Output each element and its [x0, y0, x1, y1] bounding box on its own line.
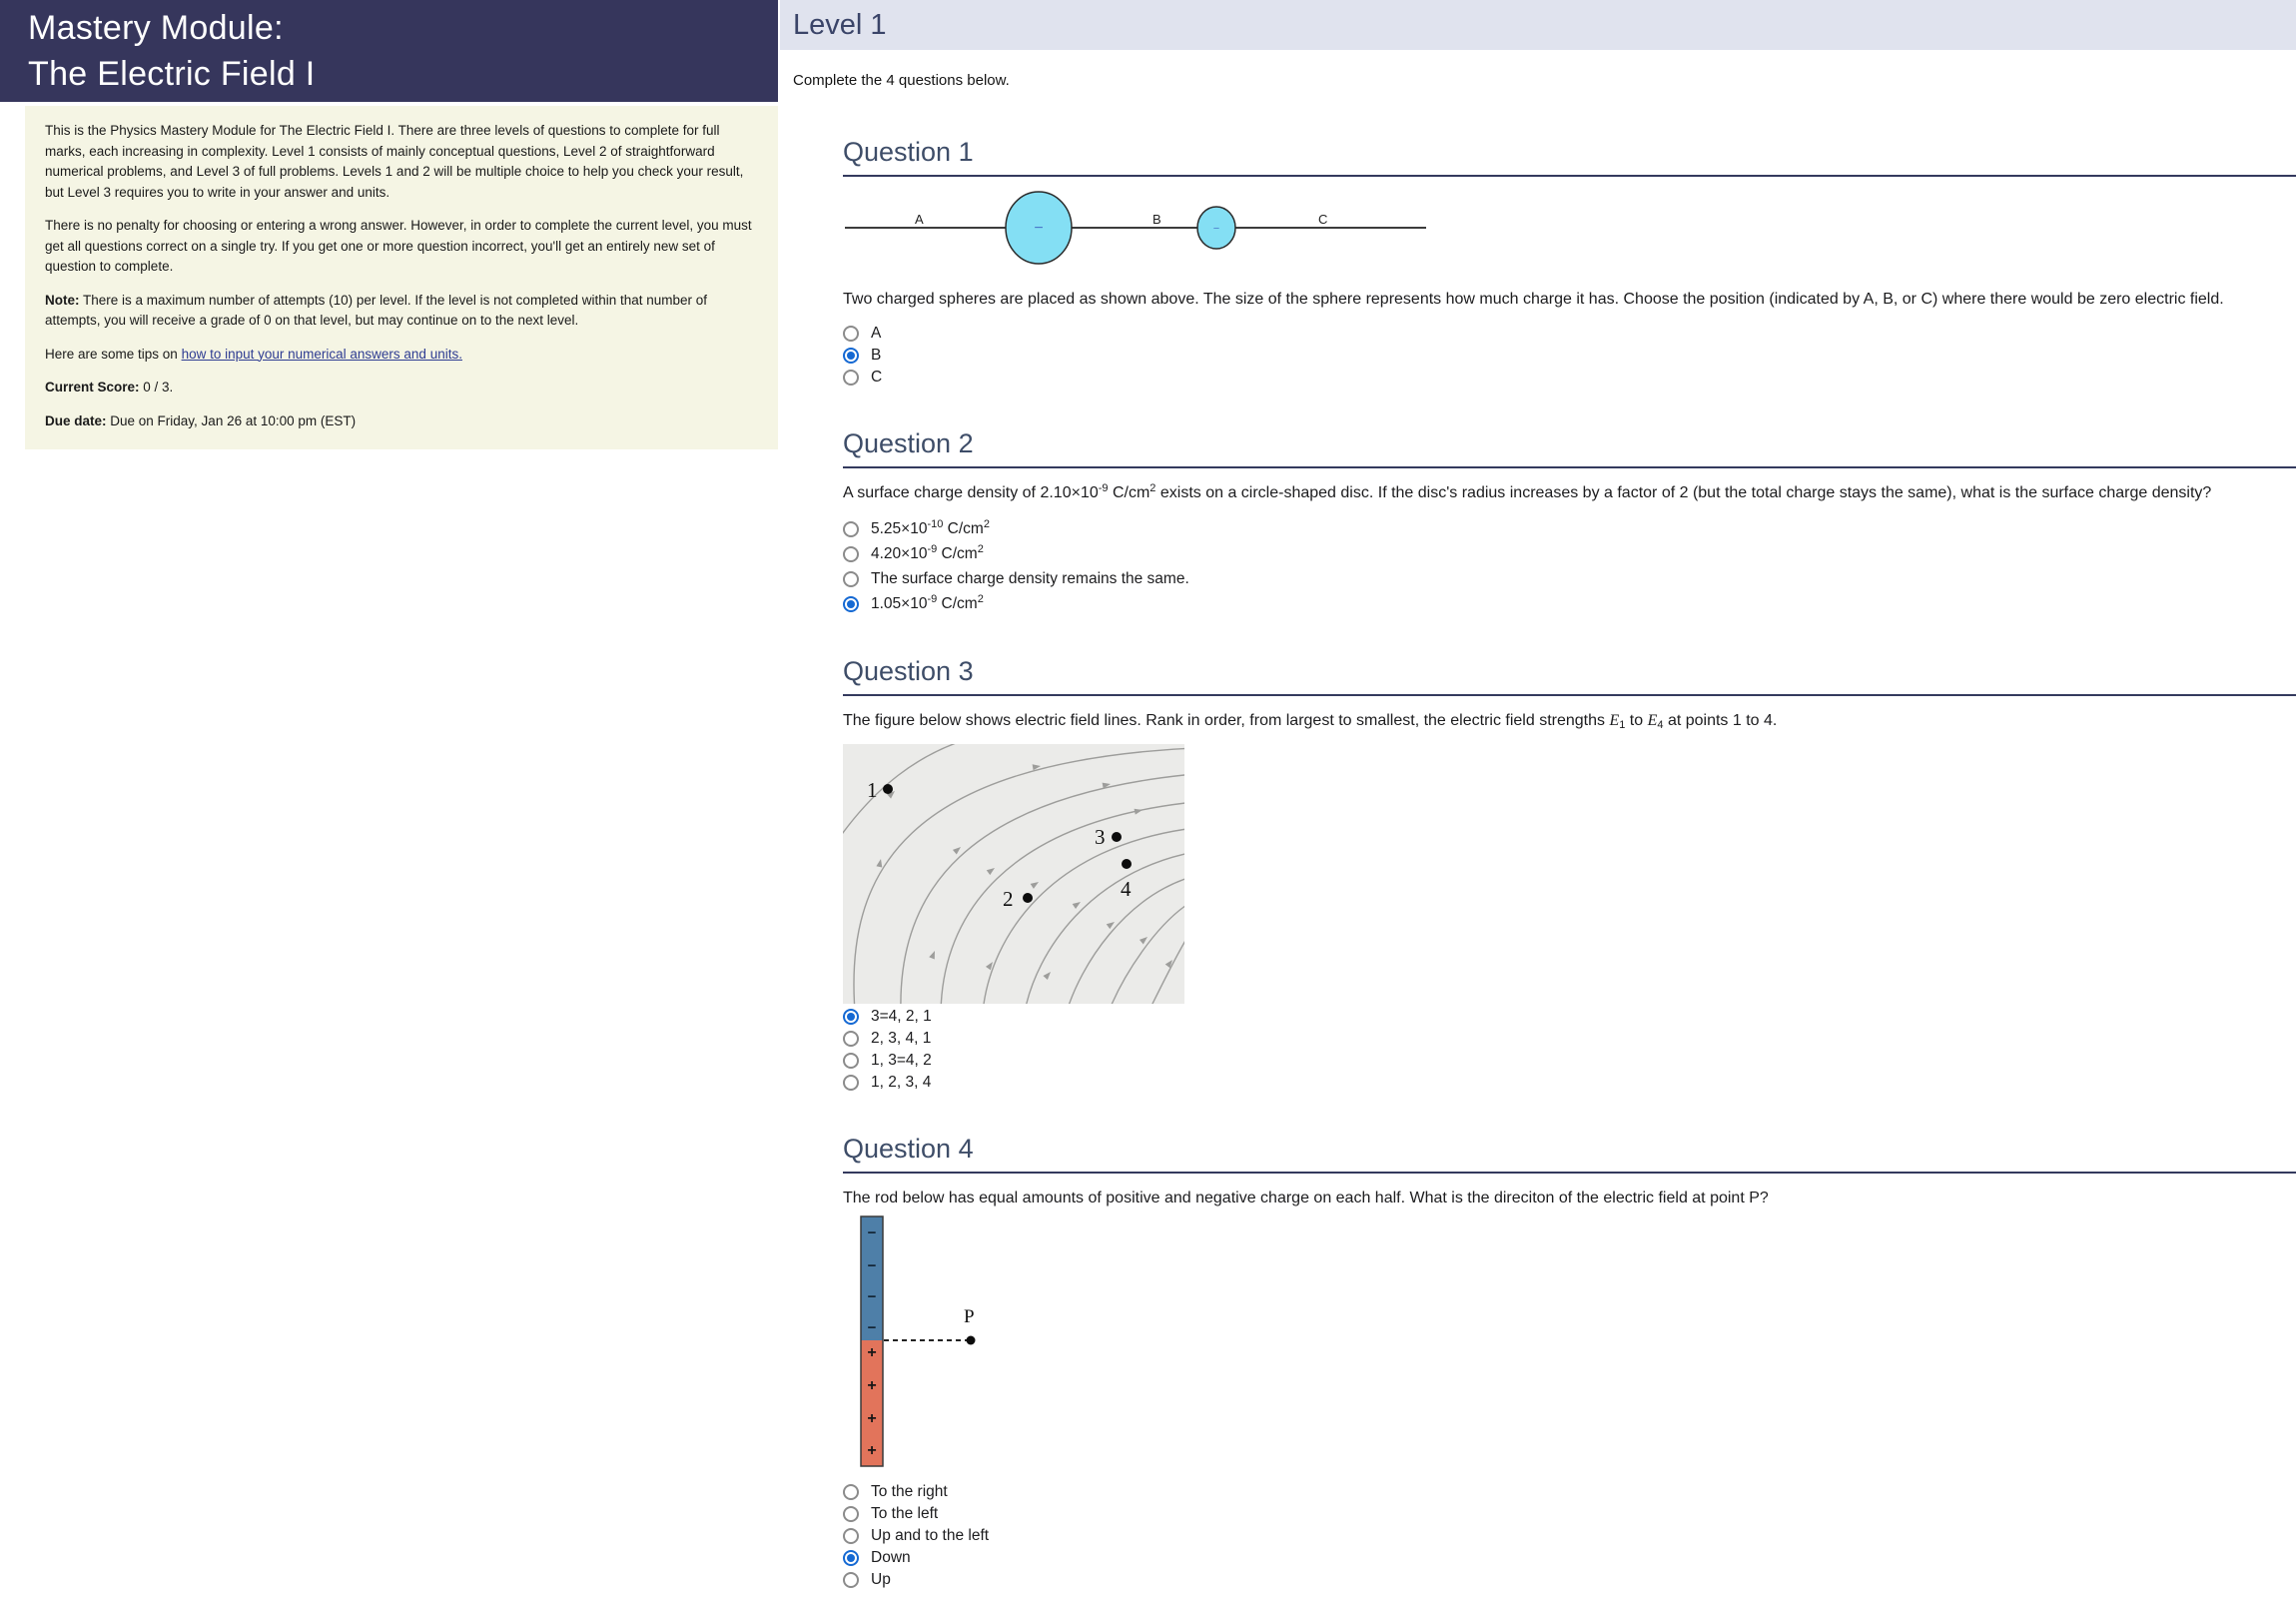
- question-1-section: [843, 137, 2296, 389]
- question-1-heading: Question 1: [843, 137, 2296, 177]
- tips-prefix: Here are some tips on: [45, 346, 182, 362]
- field-point-3-dot: [1112, 832, 1122, 842]
- option-label: C: [871, 369, 883, 386]
- level-header-bar: [780, 0, 2296, 50]
- option-label: 1, 2, 3, 4: [871, 1074, 932, 1091]
- small-sphere-minus-sign: −: [1212, 223, 1220, 235]
- option-label: 2, 3, 4, 1: [871, 1030, 932, 1047]
- q2-option-2[interactable]: [843, 541, 2296, 566]
- q3-option-3[interactable]: [843, 1050, 2296, 1072]
- rod-minus-sign: −: [867, 1224, 877, 1241]
- field-point-1-dot: [883, 784, 893, 794]
- radio-button[interactable]: [843, 1572, 859, 1588]
- score-value: 0 / 3.: [139, 380, 174, 395]
- option-label: $5.25\times 10^{-10}$ $C/cm^2$: [871, 517, 990, 537]
- main-content: [780, 0, 2296, 1591]
- point-p-label: P: [964, 1306, 975, 1327]
- rod-plus-sign: +: [867, 1344, 877, 1361]
- field-point-4-dot: [1122, 859, 1132, 869]
- q4-option-down[interactable]: [843, 1547, 2296, 1569]
- option-label: $4.20\times 10^{-9}$ $C/cm^2$: [871, 542, 984, 562]
- module-description-box: [25, 106, 778, 449]
- radio-button[interactable]: [843, 1484, 859, 1500]
- question-3-heading: Question 3: [843, 656, 2296, 696]
- due-date-row: [45, 411, 758, 432]
- radio-button[interactable]: [843, 348, 859, 364]
- field-point-2-label: 2: [1003, 887, 1014, 911]
- option-label: Up: [871, 1571, 891, 1588]
- q2-option-1[interactable]: [843, 516, 2296, 541]
- radio-button[interactable]: [843, 596, 859, 612]
- question-2-section: [843, 428, 2296, 616]
- question-3-text: The figure below shows electric field lines. Rank in order, from largest to smallest, the electric field strengths $E_1$ to $E_4$ at points 1 to 4.: [843, 712, 1778, 731]
- option-label: 3=4, 2, 1: [871, 1008, 932, 1025]
- radio-button[interactable]: [843, 1009, 859, 1025]
- point-p-dot: [967, 1336, 976, 1345]
- radio-button[interactable]: [843, 1550, 859, 1566]
- q4-option-up[interactable]: [843, 1569, 2296, 1591]
- question-3-options: [843, 1006, 2296, 1094]
- big-sphere-minus-sign: −: [1034, 220, 1044, 237]
- charged-rod-figure: [860, 1215, 1010, 1467]
- position-label-b: B: [1152, 212, 1161, 227]
- q1-option-b[interactable]: [843, 345, 2296, 367]
- rod-minus-sign: −: [867, 1257, 877, 1274]
- position-label-c: C: [1318, 212, 1328, 227]
- radio-button[interactable]: [843, 326, 859, 342]
- q1-option-c[interactable]: [843, 367, 2296, 389]
- radio-button[interactable]: [843, 1506, 859, 1522]
- module-title-banner: [0, 0, 778, 102]
- field-point-3-label: 3: [1095, 825, 1106, 849]
- module-title-line1: Mastery Module:: [28, 9, 284, 47]
- level-title: Level 1: [793, 8, 887, 41]
- q4-option-left[interactable]: [843, 1503, 2296, 1525]
- tips-paragraph: [45, 345, 758, 366]
- field-point-1-label: 1: [867, 778, 878, 802]
- note-label: Note:: [45, 292, 80, 308]
- option-label: Up and to the left: [871, 1527, 990, 1544]
- option-label: B: [871, 347, 882, 364]
- note-text: There is a maximum number of attempts (10) per level. If the level is not completed within that number of attempts, you will receive a grade of 0 on that level, but may continue on to the next level.: [45, 292, 708, 328]
- sidebar: [0, 0, 778, 449]
- score-label: Current Score:: [45, 380, 140, 395]
- question-2-text: A surface charge density of $2.10\times 10^{-9}$ $C/cm^2$ exists on a circle-shaped disc. If the disc's radius increases by a factor of 2 (but the total charge stays the same), what is the surface charge density?: [843, 482, 2212, 501]
- option-label: To the left: [871, 1505, 939, 1522]
- radio-button[interactable]: [843, 1075, 859, 1091]
- radio-button[interactable]: [843, 571, 859, 587]
- question-4-section: [843, 1134, 2296, 1591]
- question-2-heading: Question 2: [843, 428, 2296, 468]
- radio-button[interactable]: [843, 1031, 859, 1047]
- current-score-row: [45, 378, 758, 399]
- position-label-a: A: [915, 212, 924, 227]
- question-4-text: The rod below has equal amounts of positive and negative charge on each half. What is the direciton of the electric field at point P?: [843, 1190, 1769, 1206]
- due-date-label: Due date:: [45, 412, 107, 428]
- question-3-section: [843, 656, 2296, 1094]
- module-penalty-paragraph: There is no penalty for choosing or entering a wrong answer. However, in order to complete the current level, you must get all questions correct on a single try. If you get one or more question incorrect, you'll get an entirely new set of question to complete.: [45, 218, 752, 274]
- rod-plus-sign: +: [867, 1442, 877, 1459]
- field-point-2-dot: [1023, 893, 1033, 903]
- q3-option-1[interactable]: [843, 1006, 2296, 1028]
- module-intro-paragraph: This is the Physics Mastery Module for The Electric Field I. There are three levels of questions to complete for full marks, each increasing in complexity. Level 1 consists of mainly conceptual questions, Level 2 of straightforward numerical problems, and Level 3 of full problems. Levels 1 and 2 will be multiple choice to help you check your result, but Level 3 requires you to write in your answer and units.: [45, 123, 744, 200]
- question-2-options: [843, 516, 2296, 616]
- question-4-heading: Question 4: [843, 1134, 2296, 1174]
- q4-option-up-left[interactable]: [843, 1525, 2296, 1547]
- q1-option-a[interactable]: [843, 323, 2296, 345]
- option-label: Down: [871, 1549, 911, 1566]
- option-label: To the right: [871, 1483, 948, 1500]
- option-label: $1.05\times 10^{-9}$ $C/cm^2$: [871, 592, 984, 612]
- option-label: 1, 3=4, 2: [871, 1052, 932, 1069]
- option-label: The surface charge density remains the same.: [871, 569, 1189, 587]
- electric-field-lines-figure: [843, 744, 1184, 1004]
- radio-button[interactable]: [843, 370, 859, 386]
- module-note-paragraph: [45, 291, 758, 332]
- rod-minus-sign: −: [867, 1288, 877, 1305]
- q3-option-2[interactable]: [843, 1028, 2296, 1050]
- radio-button[interactable]: [843, 521, 859, 537]
- field-point-4-label: 4: [1121, 877, 1132, 901]
- q4-option-right[interactable]: [843, 1481, 2296, 1503]
- q3-option-4[interactable]: [843, 1072, 2296, 1094]
- instructions-text: Complete the 4 questions below.: [793, 72, 1010, 89]
- radio-button[interactable]: [843, 546, 859, 562]
- due-date-value: Due on Friday, Jan 26 at 10:00 pm (EST): [106, 412, 357, 428]
- question-1-text: Two charged spheres are placed as shown above. The size of the sphere represents how much charge it has. Choose the position (indicated by A, B, or C) where there would be zero electric field.: [843, 291, 2224, 308]
- question-4-options: [843, 1481, 2296, 1591]
- rod-minus-sign: −: [867, 1319, 877, 1336]
- radio-button[interactable]: [843, 1528, 859, 1544]
- numerical-answers-tips-link[interactable]: how to input your numerical answers and units.: [181, 346, 462, 362]
- option-label: A: [871, 325, 882, 342]
- radio-button[interactable]: [843, 1053, 859, 1069]
- question-1-options: [843, 323, 2296, 389]
- charged-spheres-diagram: [843, 189, 1442, 273]
- rod-plus-sign: +: [867, 1377, 877, 1394]
- q2-option-3[interactable]: [843, 566, 2296, 591]
- module-title-line2: The Electric Field I: [28, 55, 316, 93]
- q2-option-4[interactable]: [843, 591, 2296, 616]
- rod-plus-sign: +: [867, 1410, 877, 1427]
